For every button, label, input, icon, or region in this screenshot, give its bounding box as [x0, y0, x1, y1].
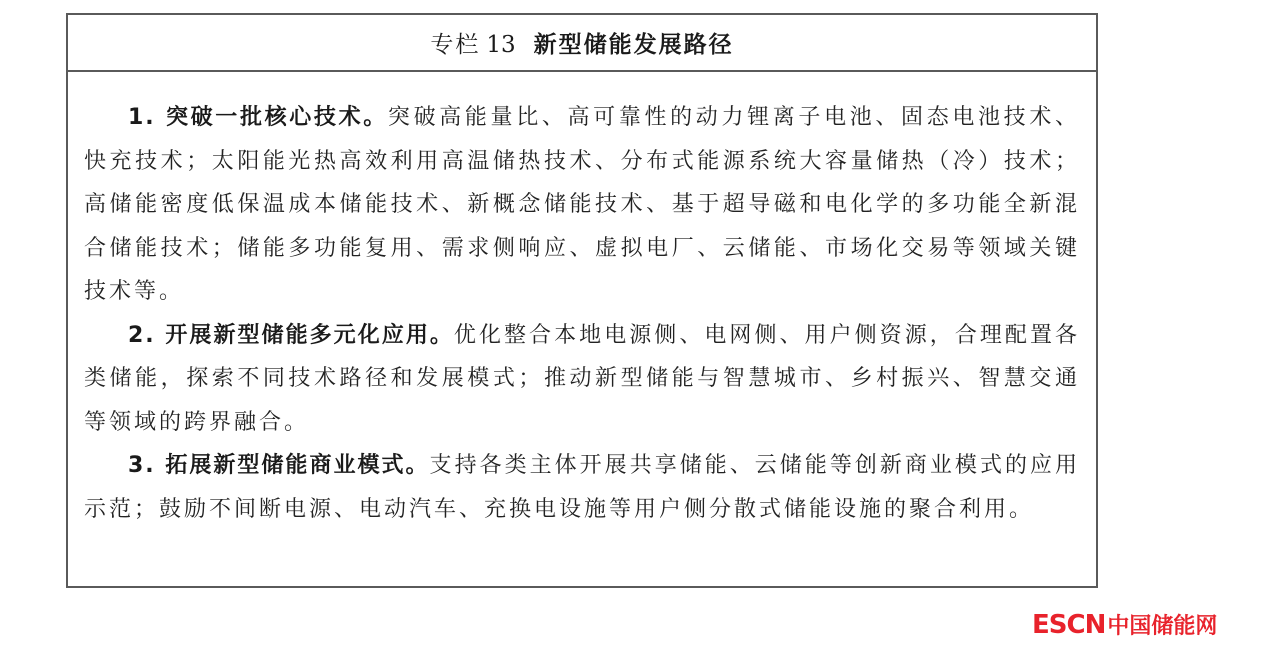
watermark-chinese: 中国储能网 [1107, 614, 1218, 639]
paragraph-1-lead: 1. 突破一批核心技术。 [128, 105, 388, 130]
column-title-number: 13 [486, 32, 516, 58]
paragraph-3-lead: 3. 拓展新型储能商业模式。 [128, 453, 430, 478]
paragraph-2-text: 优化整合本地电源侧、电网侧、用户侧资源，合理配置各类储能，探索不同技术路径和发展模式；推动新型储能与智慧城市、乡村振兴、智慧交通等领域的跨界融合。 [84, 322, 1080, 435]
paragraph-3 [84, 444, 1080, 531]
paragraph-2-lead: 2. 开展新型储能多元化应用。 [128, 322, 454, 348]
watermark-latin: ESCN [1032, 609, 1106, 640]
escn-watermark-logo [1032, 609, 1217, 640]
paragraph-1-text: 突破高能量比、高可靠性的动力锂离子电池、固态电池技术、快充技术；太阳能光热高效利用高温储热技术、分布式能源系统大容量储热（冷）技术；高储能密度低保温成本储能技术、新概念储能技术、基于超导磁和电化学的多功能全新混合储能技术；储能多功能复用、需求侧响应、虚拟电厂、云储能、市场化交易等领域关键技术等。 [84, 105, 1080, 304]
column-body [68, 72, 1096, 531]
paragraph-3-text: 支持各类主体开展共享储能、云储能等创新商业模式的应用示范；鼓励不间断电源、电动汽车、充换电设施等用户侧分散式储能设施的聚合利用。 [84, 453, 1080, 522]
column-title-prefix: 专栏 [430, 32, 481, 58]
paragraph-2 [84, 314, 1080, 445]
column-title [430, 26, 733, 59]
column-box [66, 13, 1098, 588]
paragraph-1 [84, 96, 1080, 314]
column-title-text: 新型储能发展路径 [533, 32, 734, 58]
column-header [68, 15, 1096, 72]
